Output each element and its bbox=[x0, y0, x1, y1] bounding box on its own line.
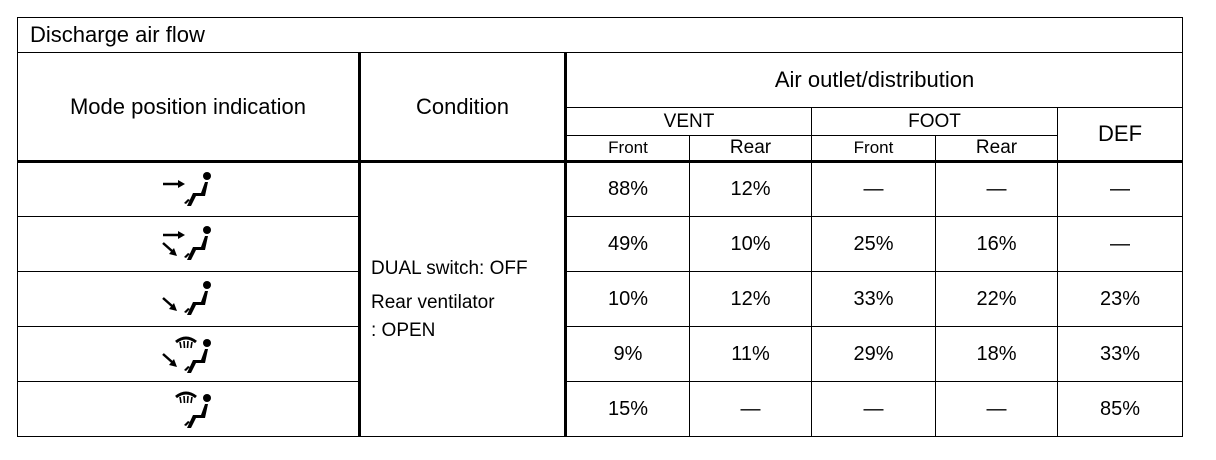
def-value: 85% bbox=[1058, 382, 1183, 437]
condition-cell bbox=[360, 162, 566, 437]
vent-front-value: 10% bbox=[566, 272, 690, 327]
vent-front-value: 15% bbox=[566, 382, 690, 437]
foot-front-value: 33% bbox=[812, 272, 936, 327]
header-foot-front: Front bbox=[812, 136, 936, 162]
def-mode-icon bbox=[158, 387, 218, 431]
foot-rear-value: — bbox=[936, 382, 1058, 437]
vent-mode-icon bbox=[158, 169, 218, 211]
header-air-outlet-distribution: Air outlet/distribution bbox=[566, 53, 1183, 108]
header-vent: VENT bbox=[566, 108, 812, 136]
table-title: Discharge air flow bbox=[18, 18, 1183, 53]
discharge-air-flow-table-frame bbox=[17, 17, 1182, 441]
def-value: 33% bbox=[1058, 327, 1183, 382]
condition-line-1: DUAL switch: OFF bbox=[371, 257, 528, 279]
table-row bbox=[18, 162, 1183, 217]
condition-line-3: : OPEN bbox=[371, 319, 436, 341]
vent-rear-value: 11% bbox=[690, 327, 812, 382]
table-row bbox=[18, 272, 1183, 327]
foot-front-value: — bbox=[812, 162, 936, 217]
discharge-air-flow-table bbox=[17, 17, 1183, 437]
table-row bbox=[18, 382, 1183, 437]
condition-line-2: Rear ventilator bbox=[371, 291, 495, 313]
bi-level-mode-icon bbox=[158, 223, 218, 265]
def-value: — bbox=[1058, 217, 1183, 272]
vent-rear-value: — bbox=[690, 382, 812, 437]
header-vent-front: Front bbox=[566, 136, 690, 162]
mode-cell bbox=[18, 162, 360, 217]
vent-rear-value: 12% bbox=[690, 162, 812, 217]
table-row bbox=[18, 327, 1183, 382]
def-value: 23% bbox=[1058, 272, 1183, 327]
header-def: DEF bbox=[1058, 108, 1183, 162]
foot-front-value: — bbox=[812, 382, 936, 437]
vent-front-value: 88% bbox=[566, 162, 690, 217]
header-foot-rear: Rear bbox=[936, 136, 1058, 162]
mode-cell bbox=[18, 327, 360, 382]
def-value: — bbox=[1058, 162, 1183, 217]
header-condition: Condition bbox=[360, 53, 566, 162]
vent-front-value: 9% bbox=[566, 327, 690, 382]
foot-front-value: 25% bbox=[812, 217, 936, 272]
foot-mode-icon bbox=[158, 278, 218, 320]
mode-cell bbox=[18, 272, 360, 327]
table-row bbox=[18, 217, 1183, 272]
foot-rear-value: 22% bbox=[936, 272, 1058, 327]
vent-rear-value: 10% bbox=[690, 217, 812, 272]
vent-rear-value: 12% bbox=[690, 272, 812, 327]
foot-rear-value: — bbox=[936, 162, 1058, 217]
header-foot: FOOT bbox=[812, 108, 1058, 136]
foot-rear-value: 18% bbox=[936, 327, 1058, 382]
foot-def-mode-icon bbox=[158, 332, 218, 376]
foot-front-value: 29% bbox=[812, 327, 936, 382]
header-mode-position: Mode position indication bbox=[18, 53, 360, 162]
header-vent-rear: Rear bbox=[690, 136, 812, 162]
mode-cell bbox=[18, 217, 360, 272]
mode-cell bbox=[18, 382, 360, 437]
foot-rear-value: 16% bbox=[936, 217, 1058, 272]
vent-front-value: 49% bbox=[566, 217, 690, 272]
